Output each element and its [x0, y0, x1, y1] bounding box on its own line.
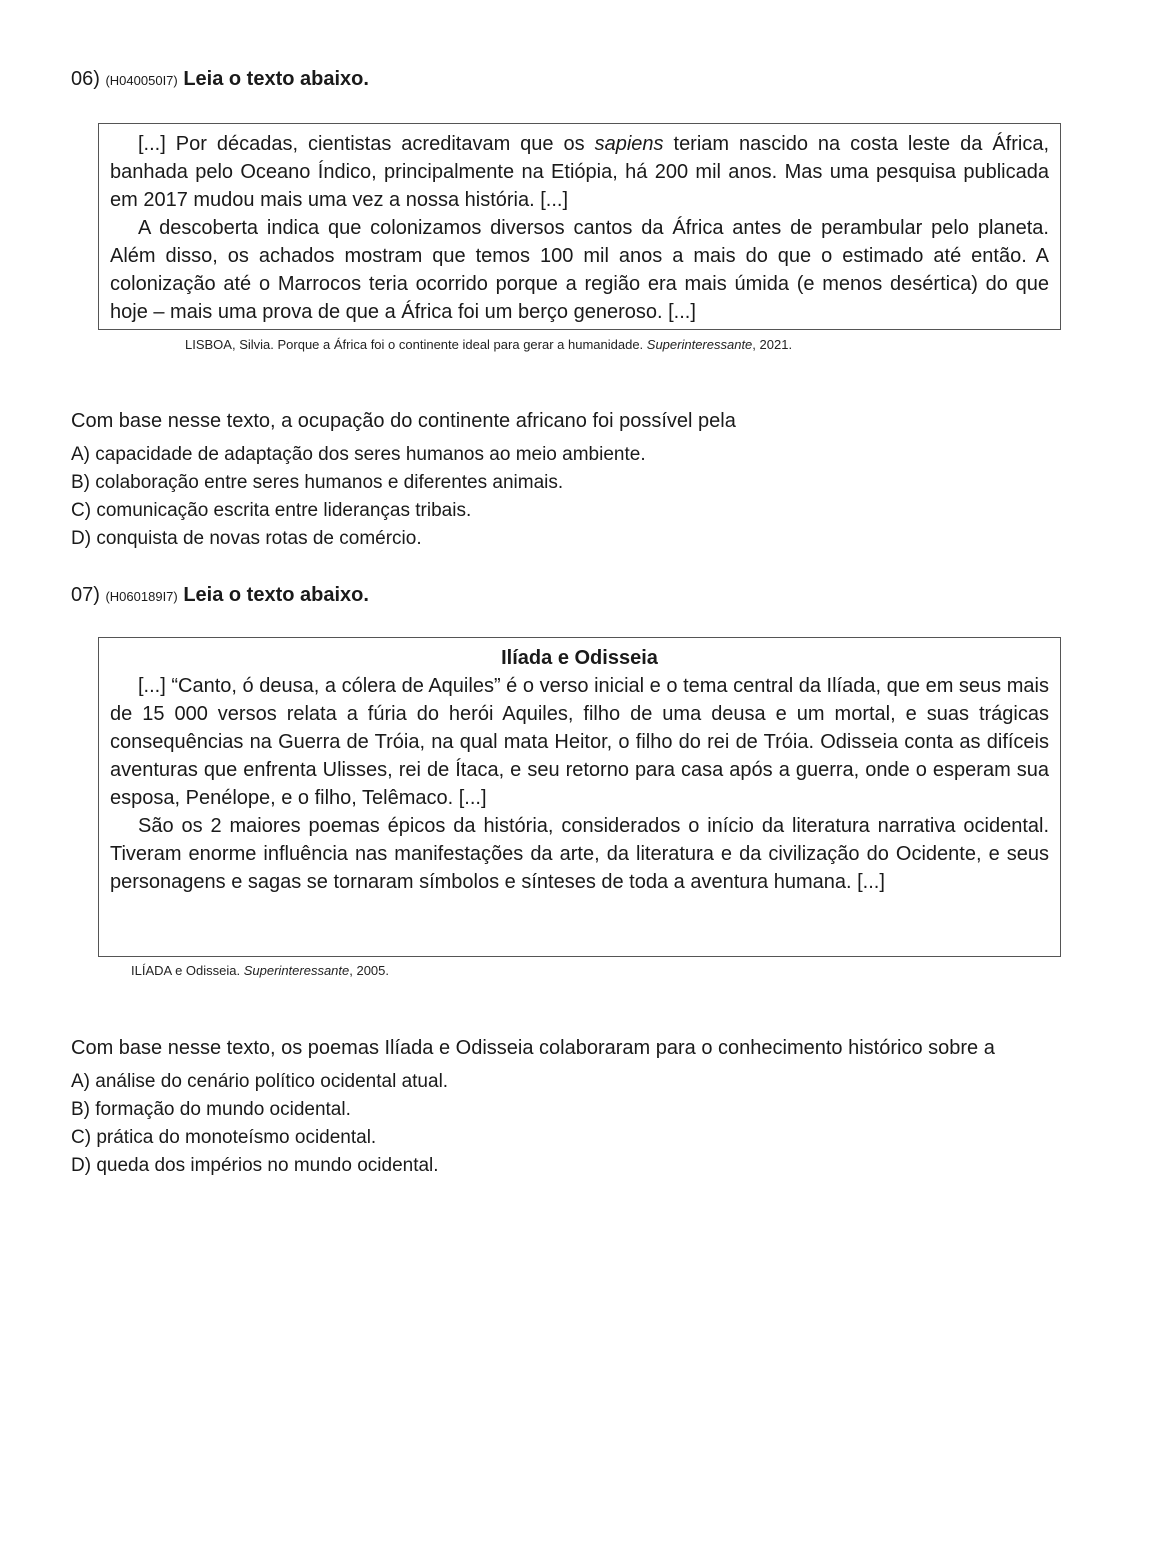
question-number: 06): [71, 68, 100, 90]
italic-term: sapiens: [594, 133, 664, 155]
option-d[interactable]: D) queda dos impérios no mundo ocidental.: [71, 1155, 439, 1176]
question-06-citation: [185, 337, 792, 353]
text-segment: teriam nascido na costa leste da África, banhada pelo Oceano Índico, principalmente na Etiópia, há 200 mil anos. Mas uma pesquisa publicada em 2017 mudou mais uma vez a nossa história. [...]: [110, 133, 1049, 211]
question-07-citation: [131, 963, 389, 979]
question-06-text-box: [98, 123, 1061, 330]
text-paragraph: São os 2 maiores poemas épicos da história, considerados o início da literatura narrativa ocidental. Tiveram enorme influência nas manifestações da arte, da literatura e da civilização do Ocidente, e seus personagens e sagas se tornaram símbolos e sínteses de toda a aventura humana. [...]: [110, 815, 1049, 893]
option-c[interactable]: C) comunicação escrita entre lideranças tribais.: [71, 500, 472, 521]
option-a[interactable]: A) capacidade de adaptação dos seres humanos ao meio ambiente.: [71, 444, 646, 465]
text-paragraph: [110, 130, 1049, 214]
question-06-options: [71, 441, 646, 553]
citation-source: Superinteressante: [243, 963, 350, 978]
question-06-header: [71, 66, 369, 94]
text-paragraph: [...] “Canto, ó deusa, a cólera de Aquiles” é o verso inicial e o tema central da Ilíada, que em seus mais de 15 000 versos relata a fúria do herói Aquiles, filho de uma deusa e um mortal, e suas trágicas consequências na Guerra de Tróia, na qual mata Heitor, o filho do rei de Tróia. Odisseia conta as difíceis aventuras que enfrenta Ulisses, rei de Ítaca, e seu retorno para casa após a guerra, onde o esperam sua esposa, Penélope, e o filho, Telêmaco. [...]: [110, 675, 1049, 809]
citation-text: LISBOA, Silvia. Porque a África foi o continente ideal para gerar a humanidade.: [185, 337, 647, 352]
option-b[interactable]: B) formação do mundo ocidental.: [71, 1099, 351, 1120]
question-number: 07): [71, 584, 100, 606]
option-a[interactable]: A) análise do cenário político ocidental atual.: [71, 1071, 449, 1092]
text-segment: [...] Por décadas, cientistas acreditavam que os: [138, 133, 595, 155]
text-box-title: Ilíada e Odisseia: [501, 647, 658, 669]
question-07-header: [71, 582, 369, 610]
option-c[interactable]: C) prática do monoteísmo ocidental.: [71, 1127, 377, 1148]
question-07-text-box: [98, 637, 1061, 957]
question-code: (H040050I7): [105, 73, 178, 88]
question-07-prompt: Com base nesse texto, os poemas Ilíada e Odisseia colaboraram para o conhecimento histórico sobre a: [71, 1037, 995, 1059]
text-paragraph: A descoberta indica que colonizamos diversos cantos da África antes de perambular pelo planeta. Além disso, os achados mostram que temos 100 mil anos a mais do que o estimado até então. A colonização até o Marrocos teria ocorrido porque a região era mais úmida (e menos desértica) do que hoje – mais uma prova de que a África foi um berço generoso. [...]: [110, 217, 1049, 323]
citation-year: , 2021.: [752, 337, 793, 352]
question-07-options: [71, 1068, 448, 1180]
question-code: (H060189I7): [105, 589, 178, 604]
question-instruction: Leia o texto abaixo.: [183, 68, 369, 90]
question-06-prompt: Com base nesse texto, a ocupação do continente africano foi possível pela: [71, 410, 736, 432]
citation-text: ILÍADA e Odisseia.: [131, 963, 244, 978]
question-instruction: Leia o texto abaixo.: [183, 584, 369, 606]
citation-year: , 2005.: [349, 963, 390, 978]
option-d[interactable]: D) conquista de novas rotas de comércio.: [71, 528, 422, 549]
option-b[interactable]: B) colaboração entre seres humanos e diferentes animais.: [71, 472, 564, 493]
citation-source: Superinteressante: [646, 337, 753, 352]
